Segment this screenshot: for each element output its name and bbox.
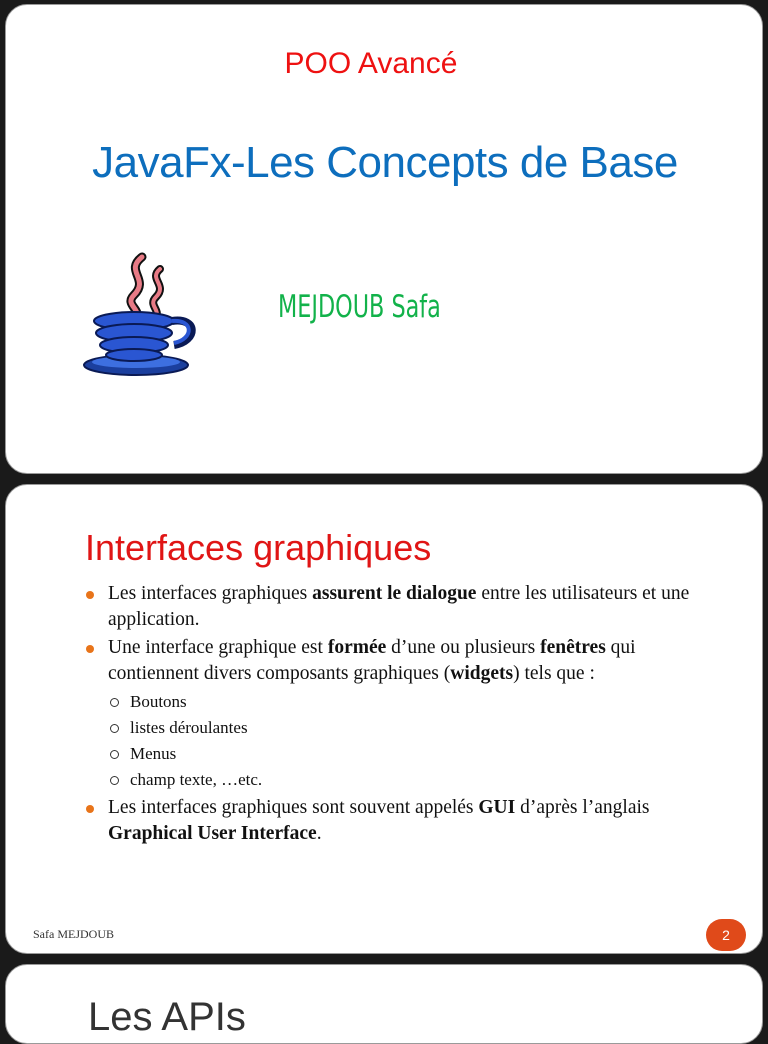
course-title: POO Avancé (284, 47, 458, 80)
slide-title: Interfaces graphiques (85, 527, 432, 568)
bullet-item: Les interfaces graphiques sont souvent appelés GUI d’après l’anglais Graphical User Interface. (86, 795, 731, 847)
slide-2 (5, 484, 763, 954)
java-logo-icon (76, 249, 206, 379)
page-number-badge: 2 (706, 919, 746, 951)
circle-bullet-icon (110, 698, 119, 707)
circle-bullet-icon (110, 750, 119, 759)
footer-author: Safa MEJDOUB (33, 927, 114, 941)
sub-item: Menus (86, 741, 731, 767)
sub-item: Boutons (86, 689, 731, 715)
circle-bullet-icon (110, 776, 119, 785)
bullet-dot-icon (86, 805, 94, 813)
bullet-list (86, 581, 731, 849)
author-name: MEJDOUB Safa (278, 289, 441, 325)
bullet-item: Une interface graphique est formée d’une ou plusieurs fenêtres qui contiennent divers composants graphiques (widgets) tels que : (86, 635, 731, 687)
sub-item: champ texte, …etc. (86, 767, 731, 793)
slide-title: Les APIs (88, 995, 246, 1039)
circle-bullet-icon (110, 724, 119, 733)
sub-item: listes déroulantes (86, 715, 731, 741)
bullet-dot-icon (86, 591, 94, 599)
slide-3 (5, 964, 763, 1044)
slide-1 (5, 4, 763, 474)
bullet-dot-icon (86, 645, 94, 653)
main-title: JavaFx-Les Concepts de Base (92, 138, 678, 187)
bullet-item: Les interfaces graphiques assurent le dialogue entre les utilisateurs et une application. (86, 581, 731, 633)
